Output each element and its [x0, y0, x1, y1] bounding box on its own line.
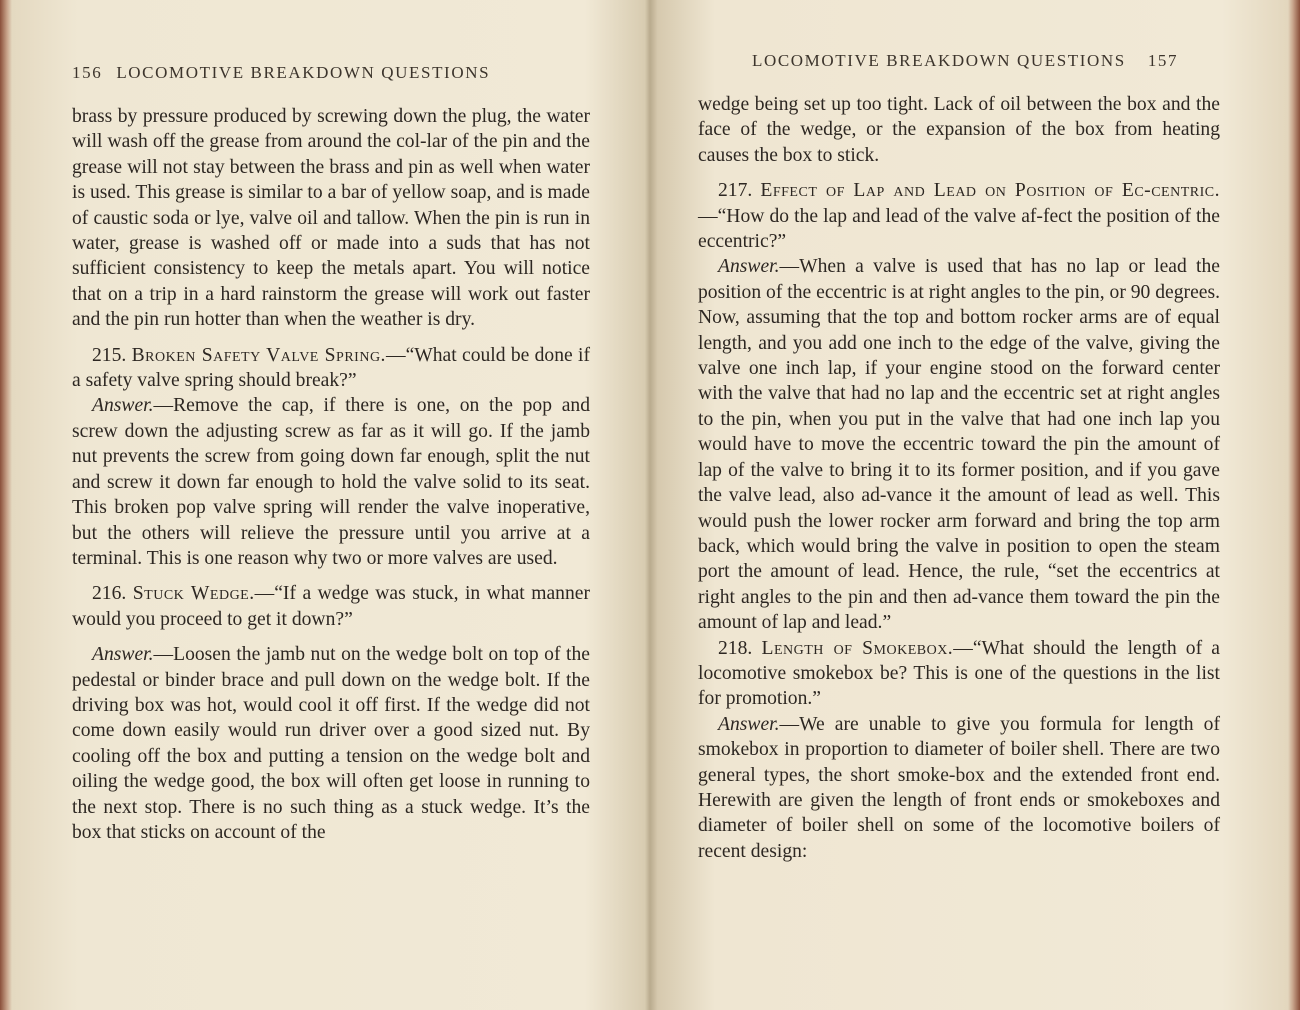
question-216: [72, 581, 590, 632]
answer-text: —Loosen the jamb nut on the wedge bolt on top of the pedestal or binder brace and pull down on the wedge bolt. If the driving box was hot, would cool it off first. If the wedge did not come down easily would run driver over a good sized nut. By cooling off the box and putting a tension on the wedge bolt and oiling the wedge good, the box will often get loose in running to the next stop. There is no such thing as a stuck wedge. It’s the box that sticks on account of the: [72, 644, 590, 843]
question-217: [698, 178, 1220, 254]
question-218: [698, 636, 1220, 712]
right-page-body: [698, 92, 1220, 864]
question-title: Broken Safety Valve Spring.: [131, 344, 386, 366]
left-page-number: 156: [72, 63, 103, 82]
question-title: Effect of Lap and Lead on Position of Ec-centric.: [760, 180, 1220, 202]
question-text: —“What could be done if a safety valve spring should break?”: [72, 344, 590, 392]
answer-216: [72, 642, 590, 845]
question-text: —“If a wedge was stuck, in what manner would you proceed to get it down?”: [72, 583, 590, 630]
answer-text: —Remove the cap, if there is one, on the pop and screw down the adjusting screw as far as it will go. If the jamb nut prevents the screw from going down far enough, split the nut and screw it down far enough to hold the valve solid to its seat. This broken pop valve spring will render the valve inoperative, but the others will relieve the pressure until you arrive at a terminal. This is one reason why two or more valves are used.: [72, 395, 590, 569]
right-running-title: LOCOMOTIVE BREAKDOWN QUESTIONS: [752, 51, 1126, 70]
answer-label: Answer.: [718, 713, 780, 735]
answer-217: [698, 254, 1220, 635]
right-running-head: [752, 51, 1178, 71]
answer-218: [698, 712, 1220, 864]
answer-label: Answer.: [92, 395, 154, 417]
question-number: 216.: [92, 583, 127, 605]
right-page: [650, 0, 1300, 1010]
question-text: —“What should the length of a locomotive smokebox be? This is one of the questions in the list for promotion.”: [698, 637, 1221, 710]
answer-label: Answer.: [718, 256, 780, 278]
question-number: 218.: [718, 637, 753, 659]
question-title: Stuck Wedge.: [132, 583, 255, 605]
question-title: Length of Smokebox.: [761, 637, 954, 659]
right-page-number: 157: [1147, 51, 1179, 70]
paragraph-continued: brass by pressure produced by screwing down the plug, the water will wash off the grease from around the col-lar of the pin and the grease will not stay between the brass and pin as well when water is used. This grease is similar to a bar of yellow soap, and is made of caustic soda or lye, valve oil and tallow. When the pin is run in water, grease is washed off or made into a suds that has not sufficient consistency to keep the metals apart. You will notice that on a trip in a hard rainstorm the grease will work out faster and the pin run hotter than when the weather is dry.: [72, 106, 590, 331]
left-running-head: [72, 63, 490, 83]
question-text: —“How do the lap and lead of the valve af-fect the position of the eccentric?”: [698, 205, 1220, 253]
left-page-body: [72, 104, 590, 845]
answer-215: [72, 393, 590, 571]
paragraph-continued: wedge being set up too tight. Lack of oil between the box and the face of the wedge, or the expansion of the box from heating causes the box to stick.: [698, 94, 1220, 166]
answer-text: —We are unable to give you formula for length of smokebox in proportion to diameter of boiler shell. There are two general types, the short smoke-box and the extended front end. Herewith are given the length of front ends or smokeboxes and diameter of boiler shell on some of the locomotive boilers of recent design:: [698, 713, 1220, 862]
question-number: 215.: [92, 344, 127, 366]
question-number: 217.: [718, 180, 753, 202]
left-running-title: LOCOMOTIVE BREAKDOWN QUESTIONS: [116, 63, 491, 82]
question-215: [72, 343, 590, 394]
answer-text: —When a valve is used that has no lap or lead the position of the eccentric is at right angles to the pin, or 90 degrees. Now, assuming that the top and bottom rocker arms are of equal length, and you add one inch to the edge of the valve, giving the valve one inch lap, if your engine stood on the forward center with the valve that had no lap and the eccentric set at right angles to the pin, when you put in the valve that had one inch lap you would have to move the eccentric toward the pin the amount of lap of the valve to bring it to its former position, and if you gave the valve lead, also ad-vance it the amount of lead as well. This would push the lower rocker arm forward and bring the top arm back, which would bring the valve in position to open the steam port the amount of lead. Hence, the rule, “set the eccentrics at right angles to the pin and then ad-vance them toward the pin the amount of lap and lead.”: [698, 256, 1220, 634]
answer-label: Answer.: [92, 644, 154, 666]
